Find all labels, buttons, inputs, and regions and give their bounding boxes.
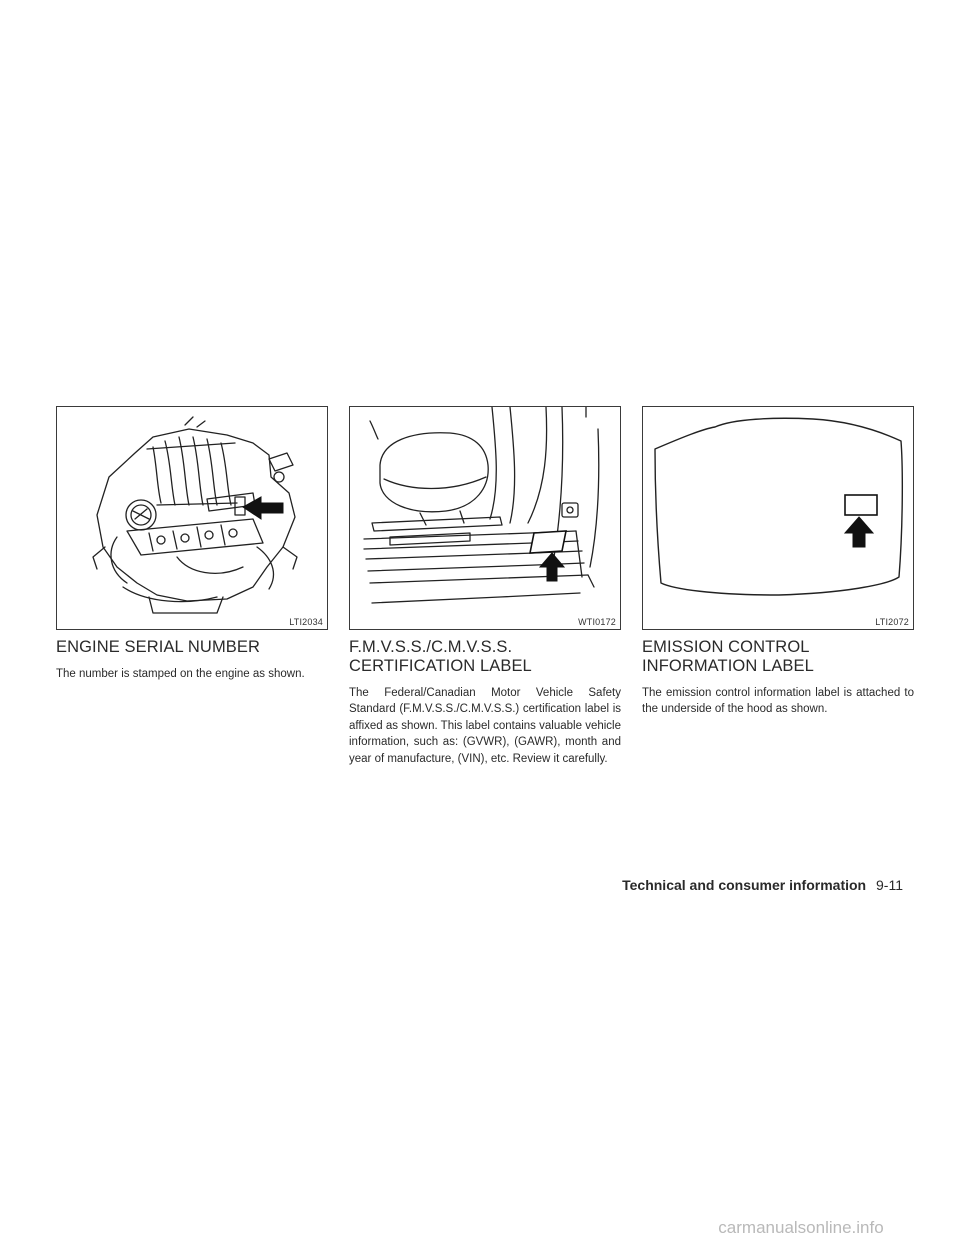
heading-line: CERTIFICATION LABEL: [349, 657, 532, 675]
hood-illustration: [642, 406, 914, 630]
section-body: The emission control information label is attached to the underside of the hood as shown.: [642, 687, 914, 716]
footer-section-title: Technical and consumer information: [622, 877, 867, 893]
section-heading: [642, 638, 914, 676]
door-sill-illustration: [349, 406, 621, 630]
section-body: The number is stamped on the engine as shown.: [56, 668, 305, 680]
section-heading: [349, 638, 621, 676]
heading-line: F.M.V.S.S./C.M.V.S.S.: [349, 638, 513, 656]
hood-drawing-icon: [643, 407, 913, 629]
heading-line: EMISSION CONTROL: [642, 638, 810, 656]
figure-code: LTI2034: [289, 617, 323, 627]
section-heading: [56, 638, 328, 657]
watermark-link[interactable]: carmanualsonline.info: [642, 1214, 960, 1242]
heading-line: INFORMATION LABEL: [642, 657, 814, 675]
section-engine-serial-number: [56, 406, 328, 682]
page-number: 9-11: [876, 877, 903, 893]
heading-line: ENGINE SERIAL NUMBER: [56, 638, 261, 656]
door-pillar-drawing-icon: [350, 407, 620, 629]
engine-drawing-icon: [57, 407, 327, 629]
section-certification-label: [349, 406, 621, 767]
section-emission-control-label: [642, 406, 914, 718]
figure-code: LTI2072: [875, 617, 909, 627]
page-footer: [622, 877, 903, 893]
engine-illustration: [56, 406, 328, 630]
figure-code: WTI0172: [578, 617, 616, 627]
section-body: The Federal/Canadian Motor Vehicle Safety Standard (F.M.V.S.S./C.M.V.S.S.) certification label is affixed as shown. This label contains valuable vehicle information, such as: (GVWR), (GAWR), month and year of manufacture, (VIN), etc. Review it carefully.: [349, 687, 621, 765]
